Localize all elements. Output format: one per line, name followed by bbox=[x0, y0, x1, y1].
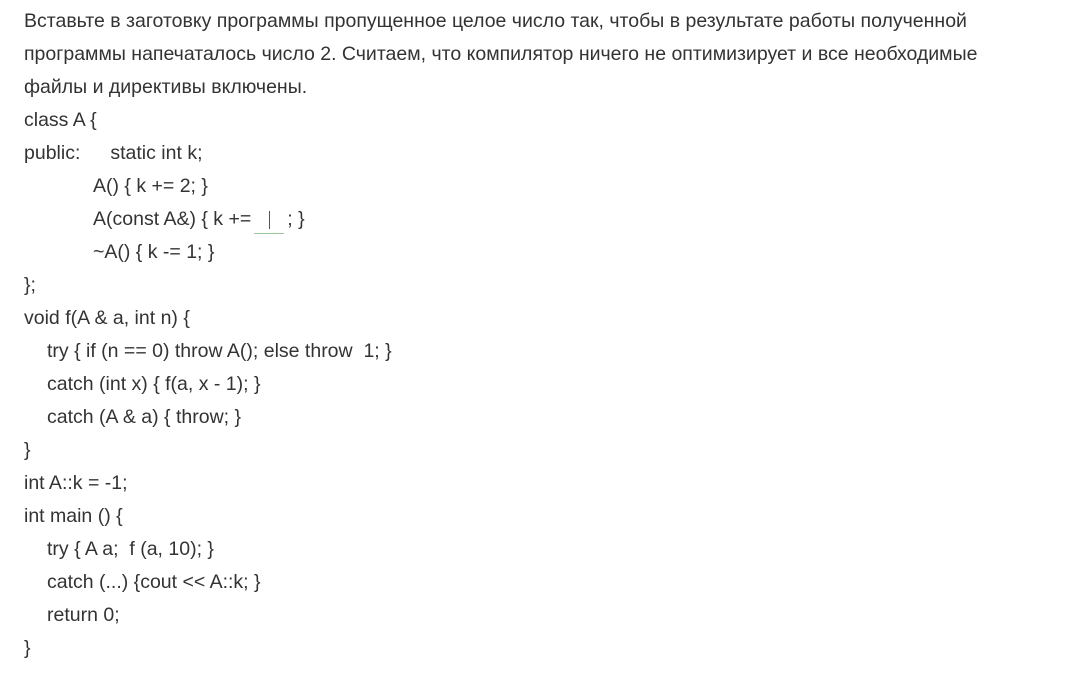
code-line-9: catch (int x) { f(a, x - 1); } bbox=[47, 373, 261, 395]
code-line-7: void f(A & a, int n) { bbox=[24, 307, 190, 329]
code-copy-ctor-end: ; } bbox=[287, 208, 305, 230]
question-text-line-3: файлы и директивы включены. bbox=[24, 76, 308, 98]
code-line-5: ~A() { k -= 1; } bbox=[93, 241, 215, 263]
question-text-line-2: программы напечаталось число 2. Считаем, что компилятор ничего не оптимизирует и все необходимые bbox=[24, 43, 978, 65]
code-line-3: A() { k += 2; } bbox=[93, 175, 208, 197]
code-copy-ctor-start: A(const A&) { k += bbox=[93, 208, 252, 230]
code-line-13: int main () { bbox=[24, 505, 123, 527]
code-line-4 bbox=[24, 203, 1074, 236]
code-line-17: } bbox=[24, 637, 31, 659]
code-line-8: try { if (n == 0) throw A(); else throw 1; } bbox=[47, 340, 392, 362]
answer-blank bbox=[254, 207, 284, 233]
code-line-6: }; bbox=[24, 274, 36, 296]
code-line-1: class A { bbox=[24, 109, 97, 131]
code-public-label: public: bbox=[24, 142, 81, 164]
code-line-11: } bbox=[24, 439, 31, 461]
question-content bbox=[24, 5, 1074, 665]
code-line-15: catch (...) {cout << A::k; } bbox=[47, 571, 261, 593]
text-caret bbox=[269, 211, 270, 229]
code-line-16: return 0; bbox=[47, 604, 120, 626]
code-static-decl: static int k; bbox=[110, 142, 203, 164]
question-text-line-1: Вставьте в заготовку программы пропущенное целое число так, чтобы в результате работы полученной bbox=[24, 10, 967, 32]
code-line-14: try { A a; f (a, 10); } bbox=[47, 538, 214, 560]
code-line-2 bbox=[24, 137, 1074, 170]
code-line-10: catch (A & a) { throw; } bbox=[47, 406, 242, 428]
code-line-12: int A::k = -1; bbox=[24, 472, 128, 494]
